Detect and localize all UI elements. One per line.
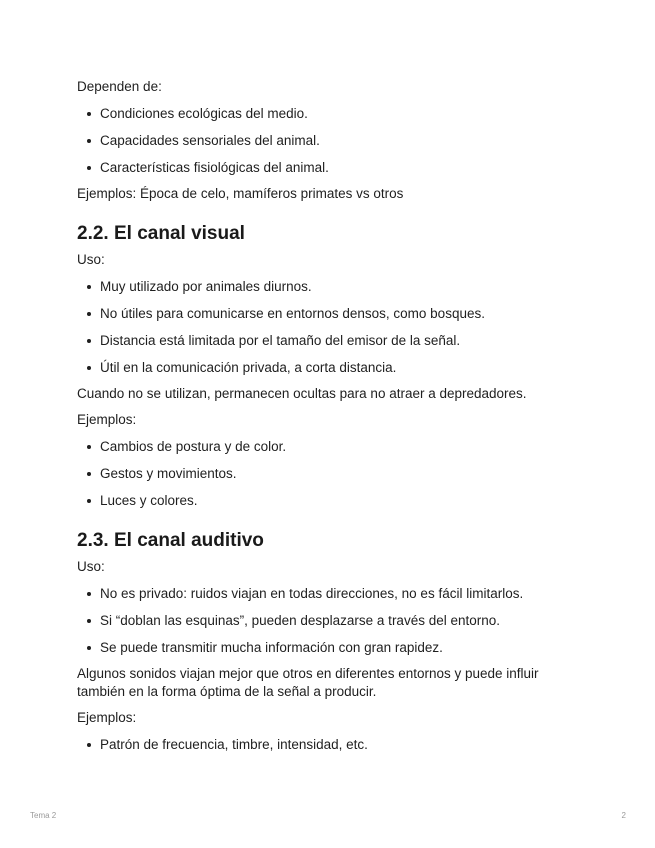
conditions-list xyxy=(77,105,577,177)
list-item: Muy utilizado por animales diurnos. xyxy=(77,278,577,296)
list-item: Útil en la comunicación privada, a corta distancia. xyxy=(77,359,577,377)
list-item: Condiciones ecológicas del medio. xyxy=(77,105,577,123)
list-item: Patrón de frecuencia, timbre, intensidad, etc. xyxy=(77,736,577,754)
auditivo-note: Algunos sonidos viajan mejor que otros en diferentes entornos y puede influir también en la forma óptima de la señal a producir. xyxy=(77,666,539,699)
document-body xyxy=(77,78,577,754)
section-heading-auditivo: 2.3. El canal auditivo xyxy=(77,530,264,551)
list-item: No útiles para comunicarse en entornos densos, como bosques. xyxy=(77,305,577,323)
list-item: Luces y colores. xyxy=(77,492,577,510)
auditivo-examples-list xyxy=(77,736,577,754)
list-item: No es privado: ruidos viajan en todas direcciones, no es fácil limitarlos. xyxy=(77,585,577,603)
auditivo-uso-label: Uso: xyxy=(77,559,105,574)
footer-page-number: 2 xyxy=(621,811,626,820)
list-item: Si “doblan las esquinas”, pueden desplazarse a través del entorno. xyxy=(77,612,577,630)
section-heading-visual: 2.2. El canal visual xyxy=(77,223,245,244)
visual-note: Cuando no se utilizan, permanecen ocultas para no atraer a depredadores. xyxy=(77,386,527,401)
list-item: Gestos y movimientos. xyxy=(77,465,577,483)
auditivo-examples-label: Ejemplos: xyxy=(77,710,137,725)
list-item: Características fisiológicas del animal. xyxy=(77,159,577,177)
list-item: Se puede transmitir mucha información con gran rapidez. xyxy=(77,639,577,657)
list-item: Capacidades sensoriales del animal. xyxy=(77,132,577,150)
list-item: Distancia está limitada por el tamaño del emisor de la señal. xyxy=(77,332,577,350)
list-item: Cambios de postura y de color. xyxy=(77,438,577,456)
footer-chapter: Tema 2 xyxy=(30,811,57,820)
visual-examples-list xyxy=(77,438,577,510)
visual-examples-label: Ejemplos: xyxy=(77,412,137,427)
visual-uso-list xyxy=(77,278,577,377)
auditivo-uso-list xyxy=(77,585,577,657)
intro-text: Dependen de: xyxy=(77,79,162,94)
visual-uso-label: Uso: xyxy=(77,252,105,267)
intro-examples: Ejemplos: Época de celo, mamíferos primates vs otros xyxy=(77,186,404,201)
